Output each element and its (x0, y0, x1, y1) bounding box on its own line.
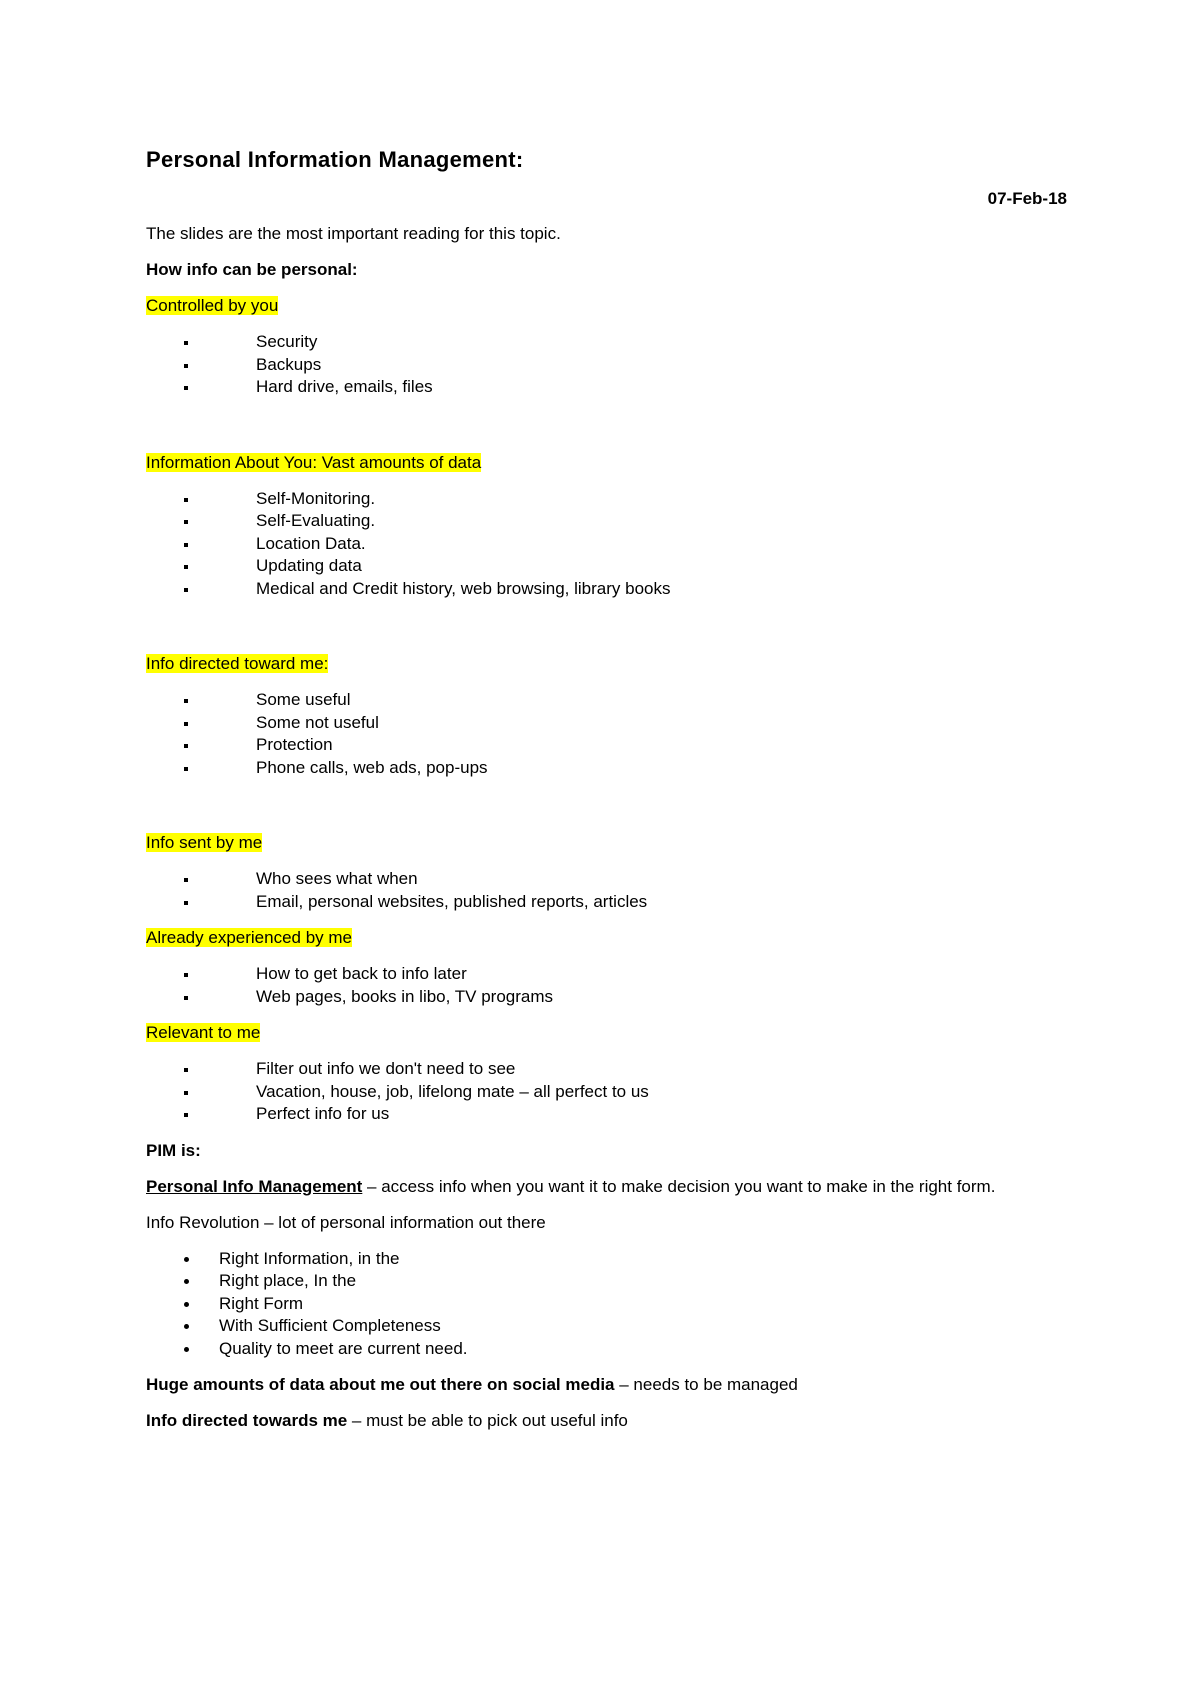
section-heading: Relevant to me (146, 1023, 261, 1042)
section-experienced (146, 927, 1062, 1008)
list-item: Self-Monitoring. (146, 488, 1062, 511)
bullet-list (146, 868, 1062, 913)
pim-term: Personal Info Management (146, 1176, 363, 1196)
page-title: Personal Information Management: (146, 147, 524, 172)
list-item: Backups (146, 354, 1062, 377)
directed-text (146, 1410, 1062, 1432)
list-item: Right Form (146, 1293, 1062, 1316)
bullet-list (146, 488, 1062, 601)
list-item: Right place, In the (146, 1270, 1062, 1293)
list-item: Self-Evaluating. (146, 510, 1062, 533)
section-heading: Controlled by you (146, 296, 279, 315)
pim-heading: PIM is: (146, 1140, 201, 1160)
section-sent (146, 832, 1062, 913)
list-item: Who sees what when (146, 868, 1062, 891)
list-item: Perfect info for us (146, 1103, 1062, 1126)
date-label: 07-Feb-18 (987, 189, 1067, 208)
list-item: Email, personal websites, published reports, articles (146, 891, 1062, 914)
intro-text: The slides are the most important reading for this topic. (146, 224, 561, 243)
bullet-list (146, 331, 1062, 399)
list-item: How to get back to info later (146, 963, 1062, 986)
how-heading: How info can be personal: (146, 260, 358, 279)
section-about-you (146, 452, 1062, 601)
bullet-list (146, 963, 1062, 1008)
list-item: Updating data (146, 555, 1062, 578)
list-item: Some not useful (146, 712, 1062, 735)
document-body (146, 146, 1067, 1432)
list-item: Protection (146, 734, 1062, 757)
list-item: Phone calls, web ads, pop-ups (146, 757, 1062, 780)
list-item: Location Data. (146, 533, 1062, 556)
section-heading: Info sent by me (146, 833, 263, 852)
huge-data-rest: – needs to be managed (614, 1375, 798, 1394)
huge-data-bold: Huge amounts of data about me out there on social media (146, 1375, 615, 1394)
bullet-list (146, 689, 1062, 779)
list-item: Medical and Credit history, web browsing, library books (146, 578, 1062, 601)
pim-definition (146, 1176, 1062, 1198)
section-heading: Information About You: Vast amounts of data (146, 452, 482, 472)
list-item: Vacation, house, job, lifelong mate – all perfect to us (146, 1081, 1062, 1104)
huge-data-text (146, 1374, 1062, 1396)
list-item: With Sufficient Completeness (146, 1315, 1062, 1338)
directed-rest: – must be able to pick out useful info (347, 1411, 628, 1430)
list-item: Some useful (146, 689, 1062, 712)
bullet-list (146, 1058, 1062, 1126)
section-heading: Info directed toward me: (146, 654, 329, 673)
list-item: Filter out info we don't need to see (146, 1058, 1062, 1081)
list-item: Security (146, 331, 1062, 354)
section-controlled (146, 295, 1062, 399)
right-list (146, 1248, 1062, 1361)
list-item: Quality to meet are current need. (146, 1338, 1062, 1361)
list-item: Hard drive, emails, files (146, 376, 1062, 399)
revolution-text: Info Revolution – lot of personal information out there (146, 1212, 546, 1232)
section-relevant (146, 1022, 1062, 1126)
section-heading: Already experienced by me (146, 928, 353, 947)
list-item: Right Information, in the (146, 1248, 1062, 1271)
list-item: Web pages, books in libo, TV programs (146, 986, 1062, 1009)
pim-def-text: – access info when you want it to make decision you want to make in the right form. (362, 1176, 996, 1196)
section-directed (146, 653, 1062, 779)
directed-bold: Info directed towards me (146, 1411, 348, 1430)
